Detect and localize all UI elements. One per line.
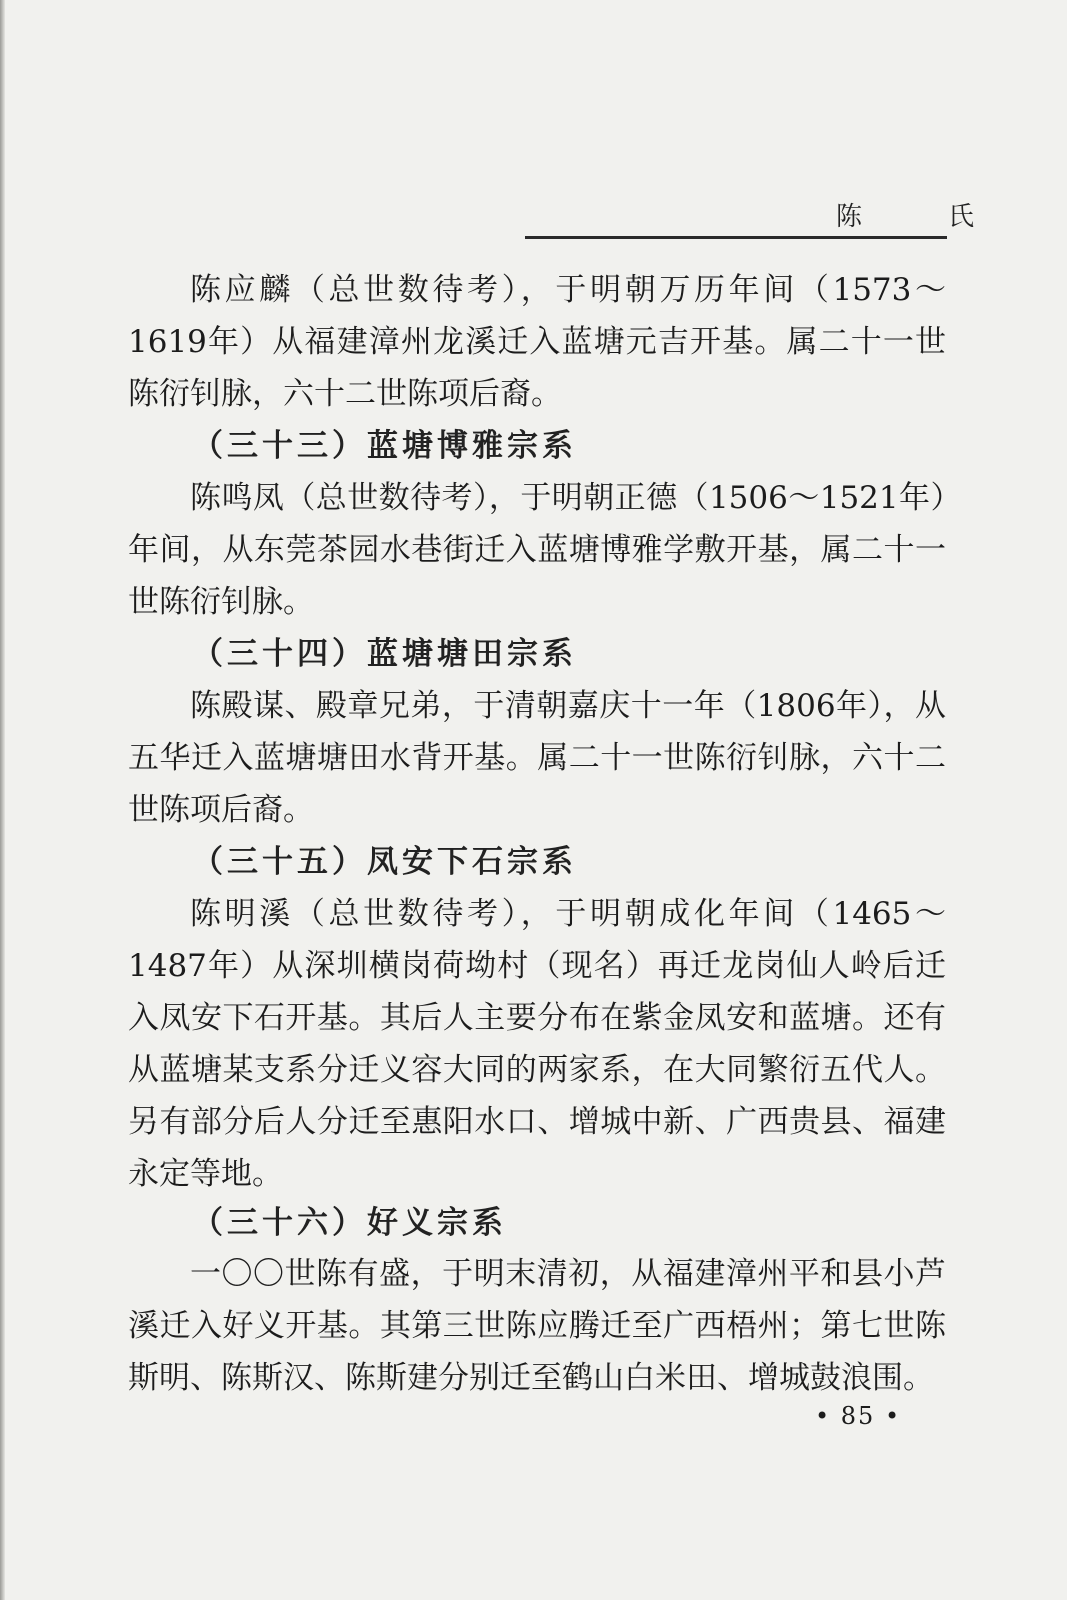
- section-heading-34: （三十四）蓝塘塘田宗系: [192, 636, 577, 672]
- paragraph-tangtian: 陈殿谋、殿章兄弟，于清朝嘉庆十一年（1806年），从五华迁入蓝塘塘田水背开基。属二十一世陈衍钊脉，六十二世陈项后裔。: [128, 688, 946, 828]
- paragraph-boya: 陈鸣凤（总世数待考），于明朝正德（1506～1521年）年间，从东莞茶园水巷街迁入蓝塘博雅学敷开基，属二十一世陈衍钊脉。: [128, 480, 946, 620]
- section-heading-33: （三十三）蓝塘博雅宗系: [192, 428, 577, 464]
- paragraph-xiashi: 陈明溪（总世数待考），于明朝成化年间（1465～1487年）从深圳横岗荷坳村（现名）再迁龙岗仙人岭后迁入凤安下石开基。其后人主要分布在紫金凤安和蓝塘。还有从蓝塘某支系分迁义容大同的两家系，在大同繁衍五代人。另有部分后人分迁至惠阳水口、增城中新、广西贵县、福建永定等地。: [128, 896, 946, 1192]
- page-number: • 85 •: [815, 1402, 902, 1430]
- header-rule: [525, 236, 947, 239]
- running-header: 陈 氏: [836, 202, 1005, 232]
- page-binding-edge: [0, 0, 5, 1600]
- section-heading-36: （三十六）好义宗系: [192, 1205, 507, 1241]
- paragraph-yuanji: 陈应麟（总世数待考），于明朝万历年间（1573～1619年）从福建漳州龙溪迁入蓝塘元吉开基。属二十一世陈衍钊脉，六十二世陈项后裔。: [128, 272, 946, 412]
- paragraph-haoyi: 一〇〇世陈有盛，于明末清初，从福建漳州平和县小芦溪迁入好义开基。其第三世陈应腾迁至广西梧州；第七世陈斯明、陈斯汉、陈斯建分别迁至鹤山白米田、增城鼓浪围。: [128, 1256, 946, 1396]
- section-heading-35: （三十五）凤安下石宗系: [192, 844, 577, 880]
